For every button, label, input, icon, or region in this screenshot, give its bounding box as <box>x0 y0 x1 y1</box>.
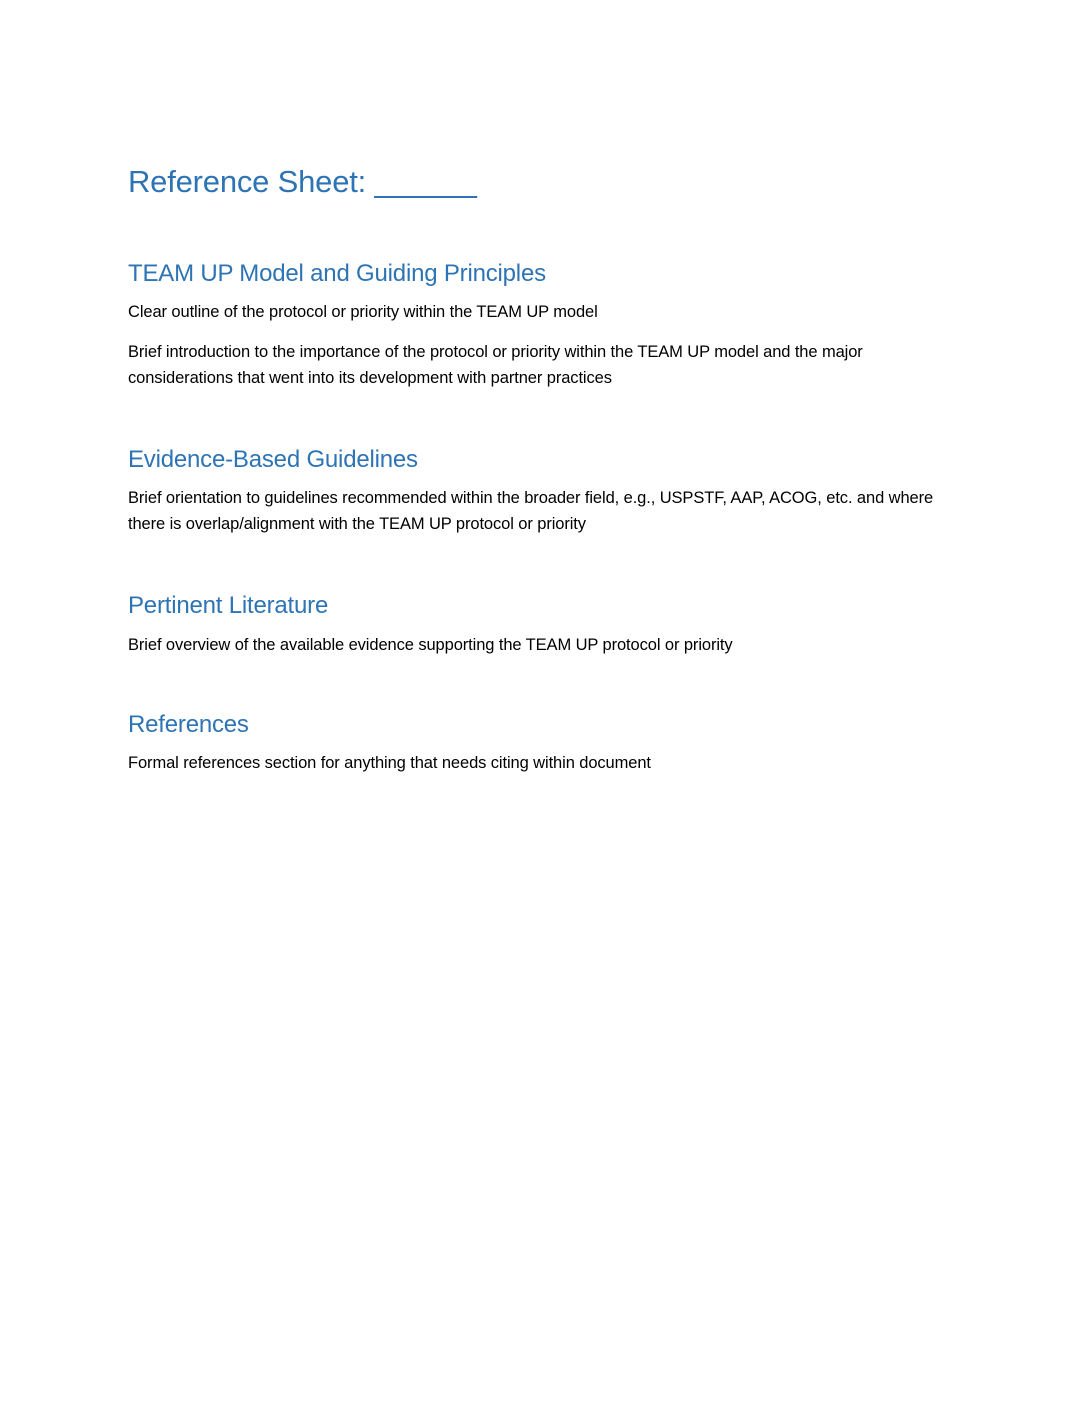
section-heading: Pertinent Literature <box>128 592 329 619</box>
section-paragraph: Brief overview of the available evidence supporting the TEAM UP protocol or priority <box>128 636 733 654</box>
section-references <box>128 708 968 776</box>
section-heading: References <box>128 711 249 738</box>
section-pertinent-literature <box>128 589 968 658</box>
section-paragraph: Brief orientation to guidelines recommended within the broader field, e.g., USPSTF, AAP, ACOG, etc. and where there is overlap/alignment with the TEAM UP protocol or priority <box>128 489 934 533</box>
section-paragraph: Brief introduction to the importance of the protocol or priority within the TEAM UP model and the major considerations that went into its development with partner practices <box>128 343 863 387</box>
section-team-up-model <box>128 257 968 391</box>
section-heading: TEAM UP Model and Guiding Principles <box>128 260 546 287</box>
document-title: Reference Sheet: ______ <box>128 164 477 199</box>
section-paragraph: Clear outline of the protocol or priority within the TEAM UP model <box>128 303 598 321</box>
section-paragraph: Formal references section for anything that needs citing within document <box>128 754 651 772</box>
document-body <box>128 160 968 776</box>
section-evidence-based-guidelines <box>128 443 968 537</box>
section-heading: Evidence-Based Guidelines <box>128 446 418 473</box>
